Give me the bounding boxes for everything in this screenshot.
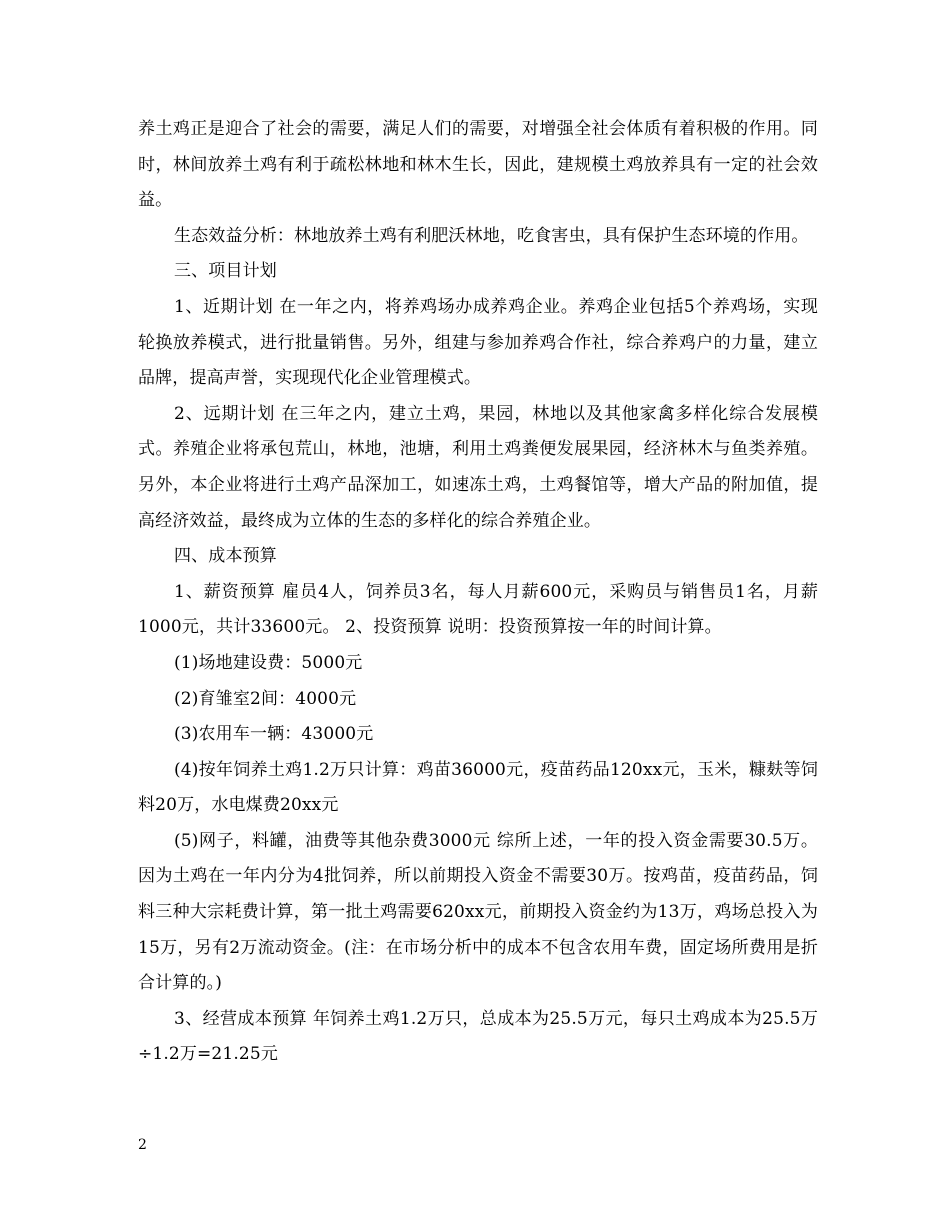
paragraph-ecological-benefit: 生态效益分析：林地放养土鸡有利肥沃林地，吃食害虫，具有保护生态环境的作用。 xyxy=(174,225,809,246)
list-item-feed-costs: (4)按年饲养土鸡1.2万只计算：鸡苗36000元，疫苗药品120xx元，玉米，糠麸等饲料20万，水电煤费20xx元 xyxy=(138,759,818,816)
list-item-brooding-room: (2)育雏室2间：4000元 xyxy=(174,688,357,709)
paragraph-salary-budget: 1、薪资预算 雇员4人，饲养员3名，每人月薪600元，采购员与销售员1名，月薪1000元，共计33600元。 2、投资预算 说明：投资预算按一年的时间计算。 xyxy=(138,581,818,638)
list-item-site-construction: (1)场地建设费：5000元 xyxy=(174,652,363,673)
document-body xyxy=(138,112,818,1073)
paragraph-short-term-plan: 1、近期计划 在一年之内，将养鸡场办成养鸡企业。养鸡企业包括5个养鸡场，实现轮换放养模式，进行批量销售。另外，组建与参加养鸡合作社，综合养鸡户的力量，建立品牌，提高声誉，实现现代化企业管理模式。 xyxy=(138,296,818,389)
section-heading-project-plan: 三、项目计划 xyxy=(174,261,277,282)
paragraph-social-benefit: 养土鸡正是迎合了社会的需要，满足人们的需要，对增强全社会体质有着积极的作用。同时，林间放养土鸡有利于疏松林地和林木生长，因此，建规模土鸡放养具有一定的社会效益。 xyxy=(138,119,818,211)
list-item-farm-vehicle: (3)农用车一辆：43000元 xyxy=(174,724,374,745)
page-number: 2 xyxy=(138,1137,147,1153)
list-item-misc-costs: (5)网子，料罐，油费等其他杂费3000元 综所上述，一年的投入资金需要30.5万。因为土鸡在一年内分为4批饲养，所以前期投入资金不需要30万。按鸡苗，疫苗药品，饲料三种大宗耗费计算，第一批土鸡需要620xx元，前期投入资金约为13万，鸡场总投入为15万，另有2万流动资金。(注：在市场分析中的成本不包含农用车费，固定场所费用是折合计算的。) xyxy=(138,830,818,994)
paragraph-operating-cost: 3、经营成本预算 年饲养土鸡1.2万只，总成本为25.5万元，每只土鸡成本为25.5万÷1.2万=21.25元 xyxy=(138,1008,818,1065)
paragraph-long-term-plan: 2、远期计划 在三年之内，建立土鸡，果园，林地以及其他家禽多样化综合发展模式。养殖企业将承包荒山，林地，池塘，利用土鸡粪便发展果园，经济林木与鱼类养殖。另外，本企业将进行土鸡产品深加工，如速冻土鸡，土鸡餐馆等，增大产品的附加值，提高经济效益，最终成为立体的生态的多样化的综合养殖企业。 xyxy=(138,403,818,531)
section-heading-cost-budget: 四、成本预算 xyxy=(174,546,277,567)
